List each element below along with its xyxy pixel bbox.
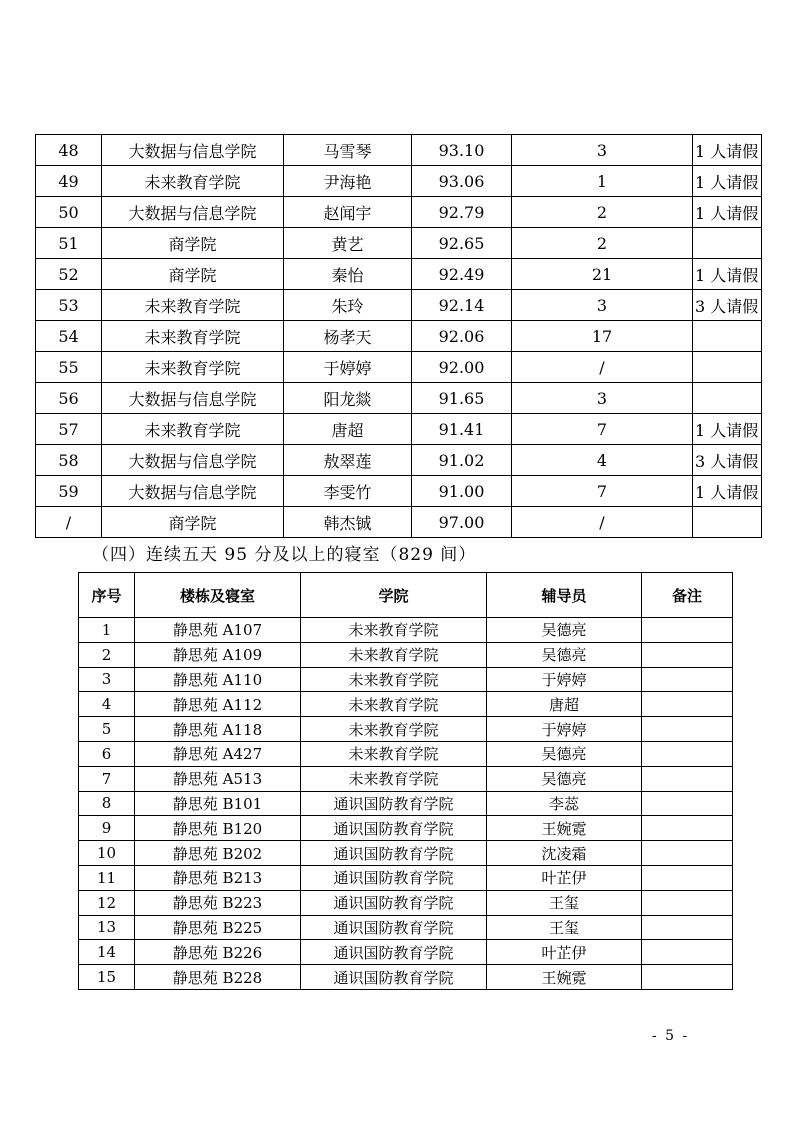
cell-note: [693, 383, 762, 414]
cell-count: /: [512, 507, 693, 538]
cell-score: 92.00: [412, 352, 512, 383]
cell-name: 马雪琴: [284, 135, 412, 166]
cell-counselor: 吴德亮: [487, 741, 642, 766]
header-note: 备注: [642, 573, 733, 618]
cell-college: 通识国防教育学院: [301, 890, 487, 915]
cell-college: 未来教育学院: [102, 321, 284, 352]
cell-note: [642, 940, 733, 965]
cell-college: 未来教育学院: [301, 766, 487, 791]
cell-room: 静思苑 A109: [135, 642, 301, 667]
cell-room: 静思苑 B228: [135, 965, 301, 990]
cell-counselor: 叶芷伊: [487, 865, 642, 890]
cell-count: 2: [512, 228, 693, 259]
cell-rank: 53: [36, 290, 102, 321]
table-row: [36, 290, 762, 321]
cell-note: [642, 965, 733, 990]
cell-count: 17: [512, 321, 693, 352]
cell-note: 1 人请假: [693, 135, 762, 166]
table-row: [36, 259, 762, 290]
cell-counselor: 唐超: [487, 692, 642, 717]
cell-name: 李雯竹: [284, 476, 412, 507]
table-row: [36, 352, 762, 383]
table-row: [36, 507, 762, 538]
cell-note: 1 人请假: [693, 259, 762, 290]
cell-name: 赵闻宇: [284, 197, 412, 228]
cell-count: 4: [512, 445, 693, 476]
cell-name: 敖翠莲: [284, 445, 412, 476]
cell-college: 未来教育学院: [301, 667, 487, 692]
cell-room: 静思苑 A513: [135, 766, 301, 791]
cell-college: 大数据与信息学院: [102, 135, 284, 166]
cell-no: 6: [79, 741, 135, 766]
cell-score: 92.65: [412, 228, 512, 259]
cell-note: [642, 741, 733, 766]
cell-score: 91.41: [412, 414, 512, 445]
cell-note: [642, 816, 733, 841]
cell-college: 通识国防教育学院: [301, 940, 487, 965]
table-row: [79, 890, 733, 915]
dormitory-table-header: [79, 573, 733, 618]
cell-counselor: 吴德亮: [487, 642, 642, 667]
cell-note: [693, 507, 762, 538]
cell-college: 大数据与信息学院: [102, 383, 284, 414]
cell-room: 静思苑 B202: [135, 841, 301, 866]
section-title: （四）连续五天 95 分及以上的寝室（829 间）: [92, 545, 477, 565]
cell-college: 未来教育学院: [301, 618, 487, 643]
cell-counselor: 于婷婷: [487, 717, 642, 742]
cell-room: 静思苑 A427: [135, 741, 301, 766]
cell-counselor: 叶芷伊: [487, 940, 642, 965]
cell-score: 92.49: [412, 259, 512, 290]
table-row: [79, 841, 733, 866]
cell-college: 未来教育学院: [301, 741, 487, 766]
cell-room: 静思苑 B120: [135, 816, 301, 841]
cell-count: /: [512, 352, 693, 383]
cell-note: [693, 352, 762, 383]
cell-note: [693, 228, 762, 259]
cell-note: [642, 717, 733, 742]
table-row: [79, 816, 733, 841]
cell-name: 韩杰铖: [284, 507, 412, 538]
cell-name: 唐超: [284, 414, 412, 445]
cell-name: 阳龙燚: [284, 383, 412, 414]
cell-note: [642, 865, 733, 890]
cell-no: 3: [79, 667, 135, 692]
cell-count: 2: [512, 197, 693, 228]
cell-rank: 48: [36, 135, 102, 166]
cell-college: 商学院: [102, 507, 284, 538]
table-row: [79, 940, 733, 965]
cell-counselor: 王婉霓: [487, 816, 642, 841]
cell-note: [642, 618, 733, 643]
cell-college: 通识国防教育学院: [301, 965, 487, 990]
cell-rank: 57: [36, 414, 102, 445]
cell-college: 大数据与信息学院: [102, 476, 284, 507]
table-row: [79, 642, 733, 667]
cell-name: 杨孝天: [284, 321, 412, 352]
table-row: [79, 915, 733, 940]
cell-room: 静思苑 A107: [135, 618, 301, 643]
header-no: 序号: [79, 573, 135, 618]
table-row: [79, 741, 733, 766]
ranking-table-continued: [35, 134, 762, 538]
table-row: [79, 865, 733, 890]
cell-note: 1 人请假: [693, 166, 762, 197]
cell-no: 14: [79, 940, 135, 965]
cell-note: [642, 841, 733, 866]
table-row: [36, 166, 762, 197]
cell-rank: 52: [36, 259, 102, 290]
cell-score: 93.10: [412, 135, 512, 166]
table-row: [79, 667, 733, 692]
cell-college: 未来教育学院: [102, 414, 284, 445]
cell-note: [642, 692, 733, 717]
cell-note: [642, 766, 733, 791]
cell-count: 3: [512, 383, 693, 414]
table-row: [79, 791, 733, 816]
cell-room: 静思苑 B223: [135, 890, 301, 915]
cell-rank: /: [36, 507, 102, 538]
cell-rank: 49: [36, 166, 102, 197]
header-counselor: 辅导员: [487, 573, 642, 618]
table-row: [79, 766, 733, 791]
cell-counselor: 王玺: [487, 890, 642, 915]
cell-college: 通识国防教育学院: [301, 816, 487, 841]
cell-note: [642, 915, 733, 940]
cell-score: 91.65: [412, 383, 512, 414]
cell-count: 3: [512, 290, 693, 321]
cell-no: 1: [79, 618, 135, 643]
cell-note: 1 人请假: [693, 197, 762, 228]
cell-college: 未来教育学院: [301, 717, 487, 742]
table-row: [36, 476, 762, 507]
table-row: [79, 618, 733, 643]
cell-college: 通识国防教育学院: [301, 865, 487, 890]
cell-room: 静思苑 A112: [135, 692, 301, 717]
cell-no: 13: [79, 915, 135, 940]
cell-room: 静思苑 B226: [135, 940, 301, 965]
cell-counselor: 吴德亮: [487, 618, 642, 643]
cell-note: [642, 667, 733, 692]
table-row: [36, 197, 762, 228]
cell-score: 92.79: [412, 197, 512, 228]
cell-counselor: 李蕊: [487, 791, 642, 816]
dormitory-table: [78, 572, 733, 990]
cell-note: 1 人请假: [693, 476, 762, 507]
page-number: - 5 -: [652, 1028, 690, 1044]
cell-name: 黄艺: [284, 228, 412, 259]
cell-no: 9: [79, 816, 135, 841]
cell-score: 91.02: [412, 445, 512, 476]
cell-college: 大数据与信息学院: [102, 445, 284, 476]
cell-college: 商学院: [102, 259, 284, 290]
cell-count: 3: [512, 135, 693, 166]
cell-note: [642, 642, 733, 667]
table-row: [79, 965, 733, 990]
cell-score: 97.00: [412, 507, 512, 538]
cell-no: 15: [79, 965, 135, 990]
cell-college: 未来教育学院: [102, 290, 284, 321]
table-row: [36, 135, 762, 166]
cell-college: 未来教育学院: [301, 642, 487, 667]
table-row: [36, 321, 762, 352]
cell-rank: 59: [36, 476, 102, 507]
cell-count: 7: [512, 414, 693, 445]
cell-counselor: 王婉霓: [487, 965, 642, 990]
cell-counselor: 吴德亮: [487, 766, 642, 791]
cell-count: 1: [512, 166, 693, 197]
table-row: [36, 228, 762, 259]
cell-no: 7: [79, 766, 135, 791]
table-row: [36, 445, 762, 476]
cell-note: 1 人请假: [693, 414, 762, 445]
cell-note: [642, 791, 733, 816]
cell-count: 21: [512, 259, 693, 290]
cell-counselor: 沈凌霜: [487, 841, 642, 866]
cell-count: 7: [512, 476, 693, 507]
cell-name: 朱玲: [284, 290, 412, 321]
cell-name: 于婷婷: [284, 352, 412, 383]
cell-name: 秦怡: [284, 259, 412, 290]
cell-no: 8: [79, 791, 135, 816]
cell-no: 10: [79, 841, 135, 866]
cell-college: 通识国防教育学院: [301, 915, 487, 940]
cell-rank: 50: [36, 197, 102, 228]
cell-score: 92.06: [412, 321, 512, 352]
cell-room: 静思苑 A110: [135, 667, 301, 692]
cell-room: 静思苑 B101: [135, 791, 301, 816]
cell-college: 未来教育学院: [301, 692, 487, 717]
cell-rank: 55: [36, 352, 102, 383]
cell-note: [642, 890, 733, 915]
cell-note: [693, 321, 762, 352]
cell-college: 通识国防教育学院: [301, 841, 487, 866]
cell-note: 3 人请假: [693, 445, 762, 476]
table-row: [79, 692, 733, 717]
cell-rank: 58: [36, 445, 102, 476]
table-row: [79, 717, 733, 742]
cell-rank: 56: [36, 383, 102, 414]
cell-name: 尹海艳: [284, 166, 412, 197]
cell-counselor: 王玺: [487, 915, 642, 940]
cell-room: 静思苑 A118: [135, 717, 301, 742]
table-row: [36, 414, 762, 445]
cell-no: 5: [79, 717, 135, 742]
cell-no: 2: [79, 642, 135, 667]
cell-counselor: 于婷婷: [487, 667, 642, 692]
cell-college: 商学院: [102, 228, 284, 259]
header-college: 学院: [301, 573, 487, 618]
cell-no: 4: [79, 692, 135, 717]
table-row: [36, 383, 762, 414]
cell-college: 未来教育学院: [102, 352, 284, 383]
cell-score: 93.06: [412, 166, 512, 197]
header-room: 楼栋及寝室: [135, 573, 301, 618]
cell-score: 91.00: [412, 476, 512, 507]
cell-no: 11: [79, 865, 135, 890]
cell-room: 静思苑 B213: [135, 865, 301, 890]
ranking-table-body: [36, 135, 762, 538]
cell-no: 12: [79, 890, 135, 915]
cell-college: 通识国防教育学院: [301, 791, 487, 816]
cell-college: 未来教育学院: [102, 166, 284, 197]
cell-college: 大数据与信息学院: [102, 197, 284, 228]
cell-room: 静思苑 B225: [135, 915, 301, 940]
cell-score: 92.14: [412, 290, 512, 321]
dormitory-table-body: [79, 618, 733, 990]
cell-rank: 51: [36, 228, 102, 259]
cell-rank: 54: [36, 321, 102, 352]
cell-note: 3 人请假: [693, 290, 762, 321]
